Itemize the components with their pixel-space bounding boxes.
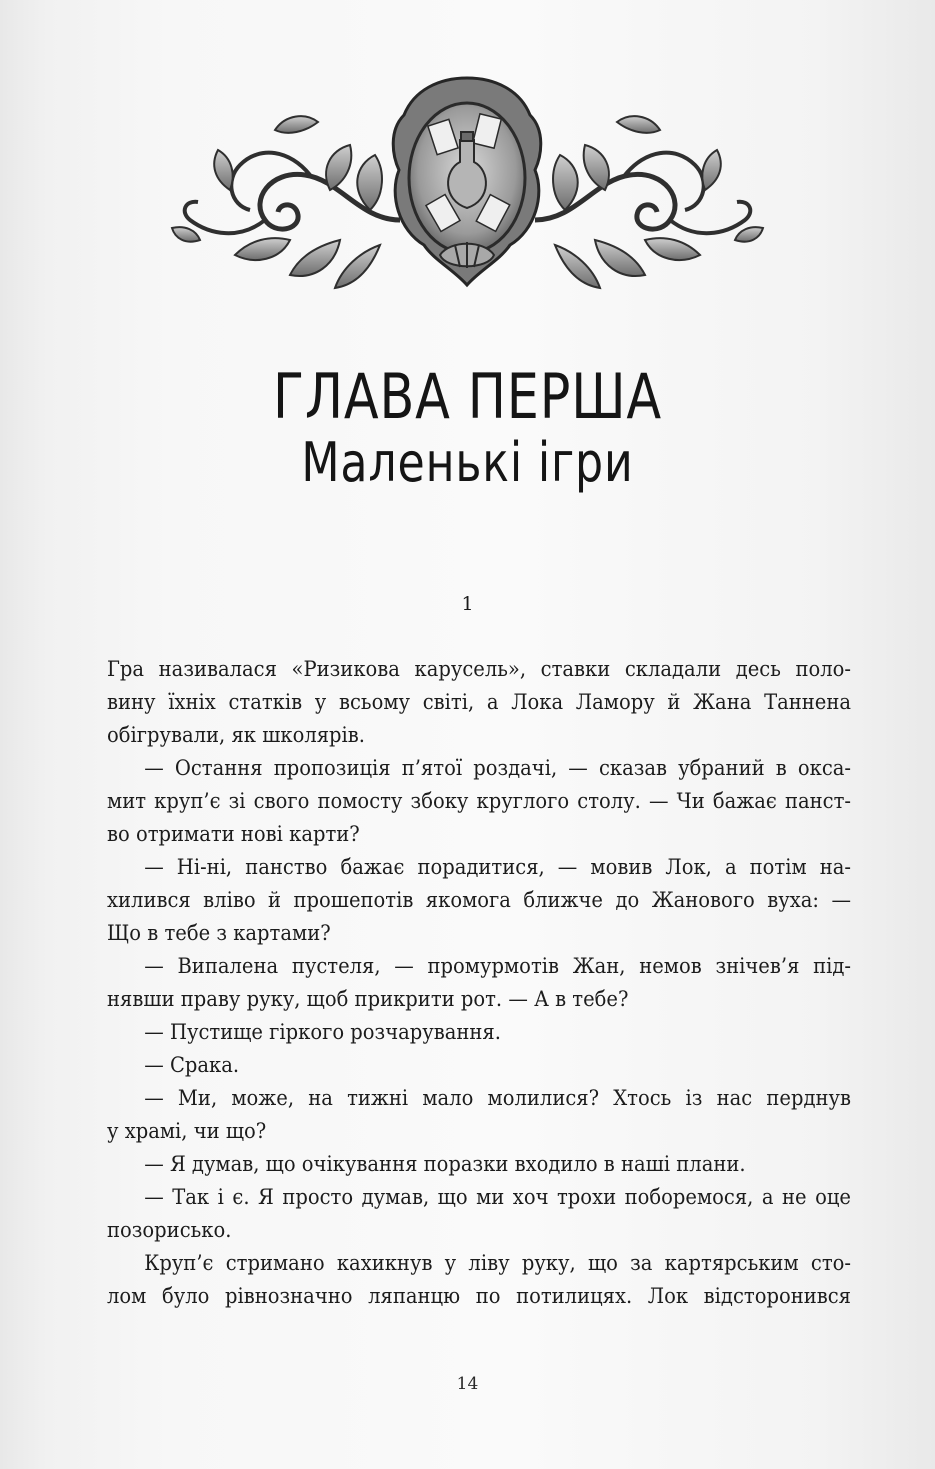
chapter-title: Маленькі ігри	[301, 431, 634, 494]
chapter-ornament-icon	[170, 70, 765, 310]
text-line: — Так і є. Я просто думав, що ми хоч трохи поборемося, а не оце	[144, 1185, 851, 1209]
text-line: — Ми, може, на тижні мало молилися? Хтось із нас перднув	[144, 1086, 851, 1110]
page-number: 14	[456, 1374, 479, 1394]
section-number: 1	[461, 593, 474, 615]
text-line: — Ні-ні, панство бажає порадитися, — мовив Лок, а потім на-	[144, 855, 851, 879]
text-line: хилився вліво й прошепотів якомога ближче до Жанового вуха: —	[107, 888, 851, 912]
text-line: Круп’є стримано кахикнув у ліву руку, що за картярським сто-	[144, 1251, 851, 1275]
text-line: лом було рівнозначно ляпанцю по потилицях. Лок відсторонився	[107, 1284, 851, 1308]
cartouche-icon	[393, 78, 541, 285]
text-line: Що в тебе з картами?	[107, 921, 331, 945]
text-line: Гра називалася «Ризикова карусель», ставки складали десь поло-	[107, 657, 851, 681]
text-line: — Пустище гіркого розчарування.	[144, 1020, 501, 1044]
body-text	[107, 653, 852, 1313]
text-line: обігрували, як школярів.	[107, 723, 366, 747]
text-line: — Остання пропозиція п’ятої роздачі, — сказав убраний в окса-	[144, 756, 851, 780]
chapter-label: ГЛАВА ПЕРША	[272, 360, 663, 433]
text-line: во отримати нові карти?	[107, 822, 360, 846]
text-line: — Я думав, що очікування поразки входило в наші плани.	[144, 1152, 746, 1176]
text-line: — Срака.	[144, 1053, 240, 1077]
text-line: мит круп’є зі свого помосту збоку круглого столу. — Чи бажає панст-	[107, 789, 851, 813]
text-line: у храмі, чи що?	[107, 1119, 267, 1143]
text-line: вину їхніх статків у всьому світі, а Лока Ламору й Жана Таннена	[107, 690, 851, 714]
left-scroll-icon	[172, 116, 423, 288]
text-line: — Випалена пустеля, — промурмотів Жан, немов знічев’я під-	[144, 954, 851, 978]
right-scroll-icon	[512, 116, 763, 288]
text-line: позорисько.	[107, 1218, 232, 1242]
text-line: нявши праву руку, щоб прикрити рот. — А в тебе?	[107, 987, 629, 1011]
